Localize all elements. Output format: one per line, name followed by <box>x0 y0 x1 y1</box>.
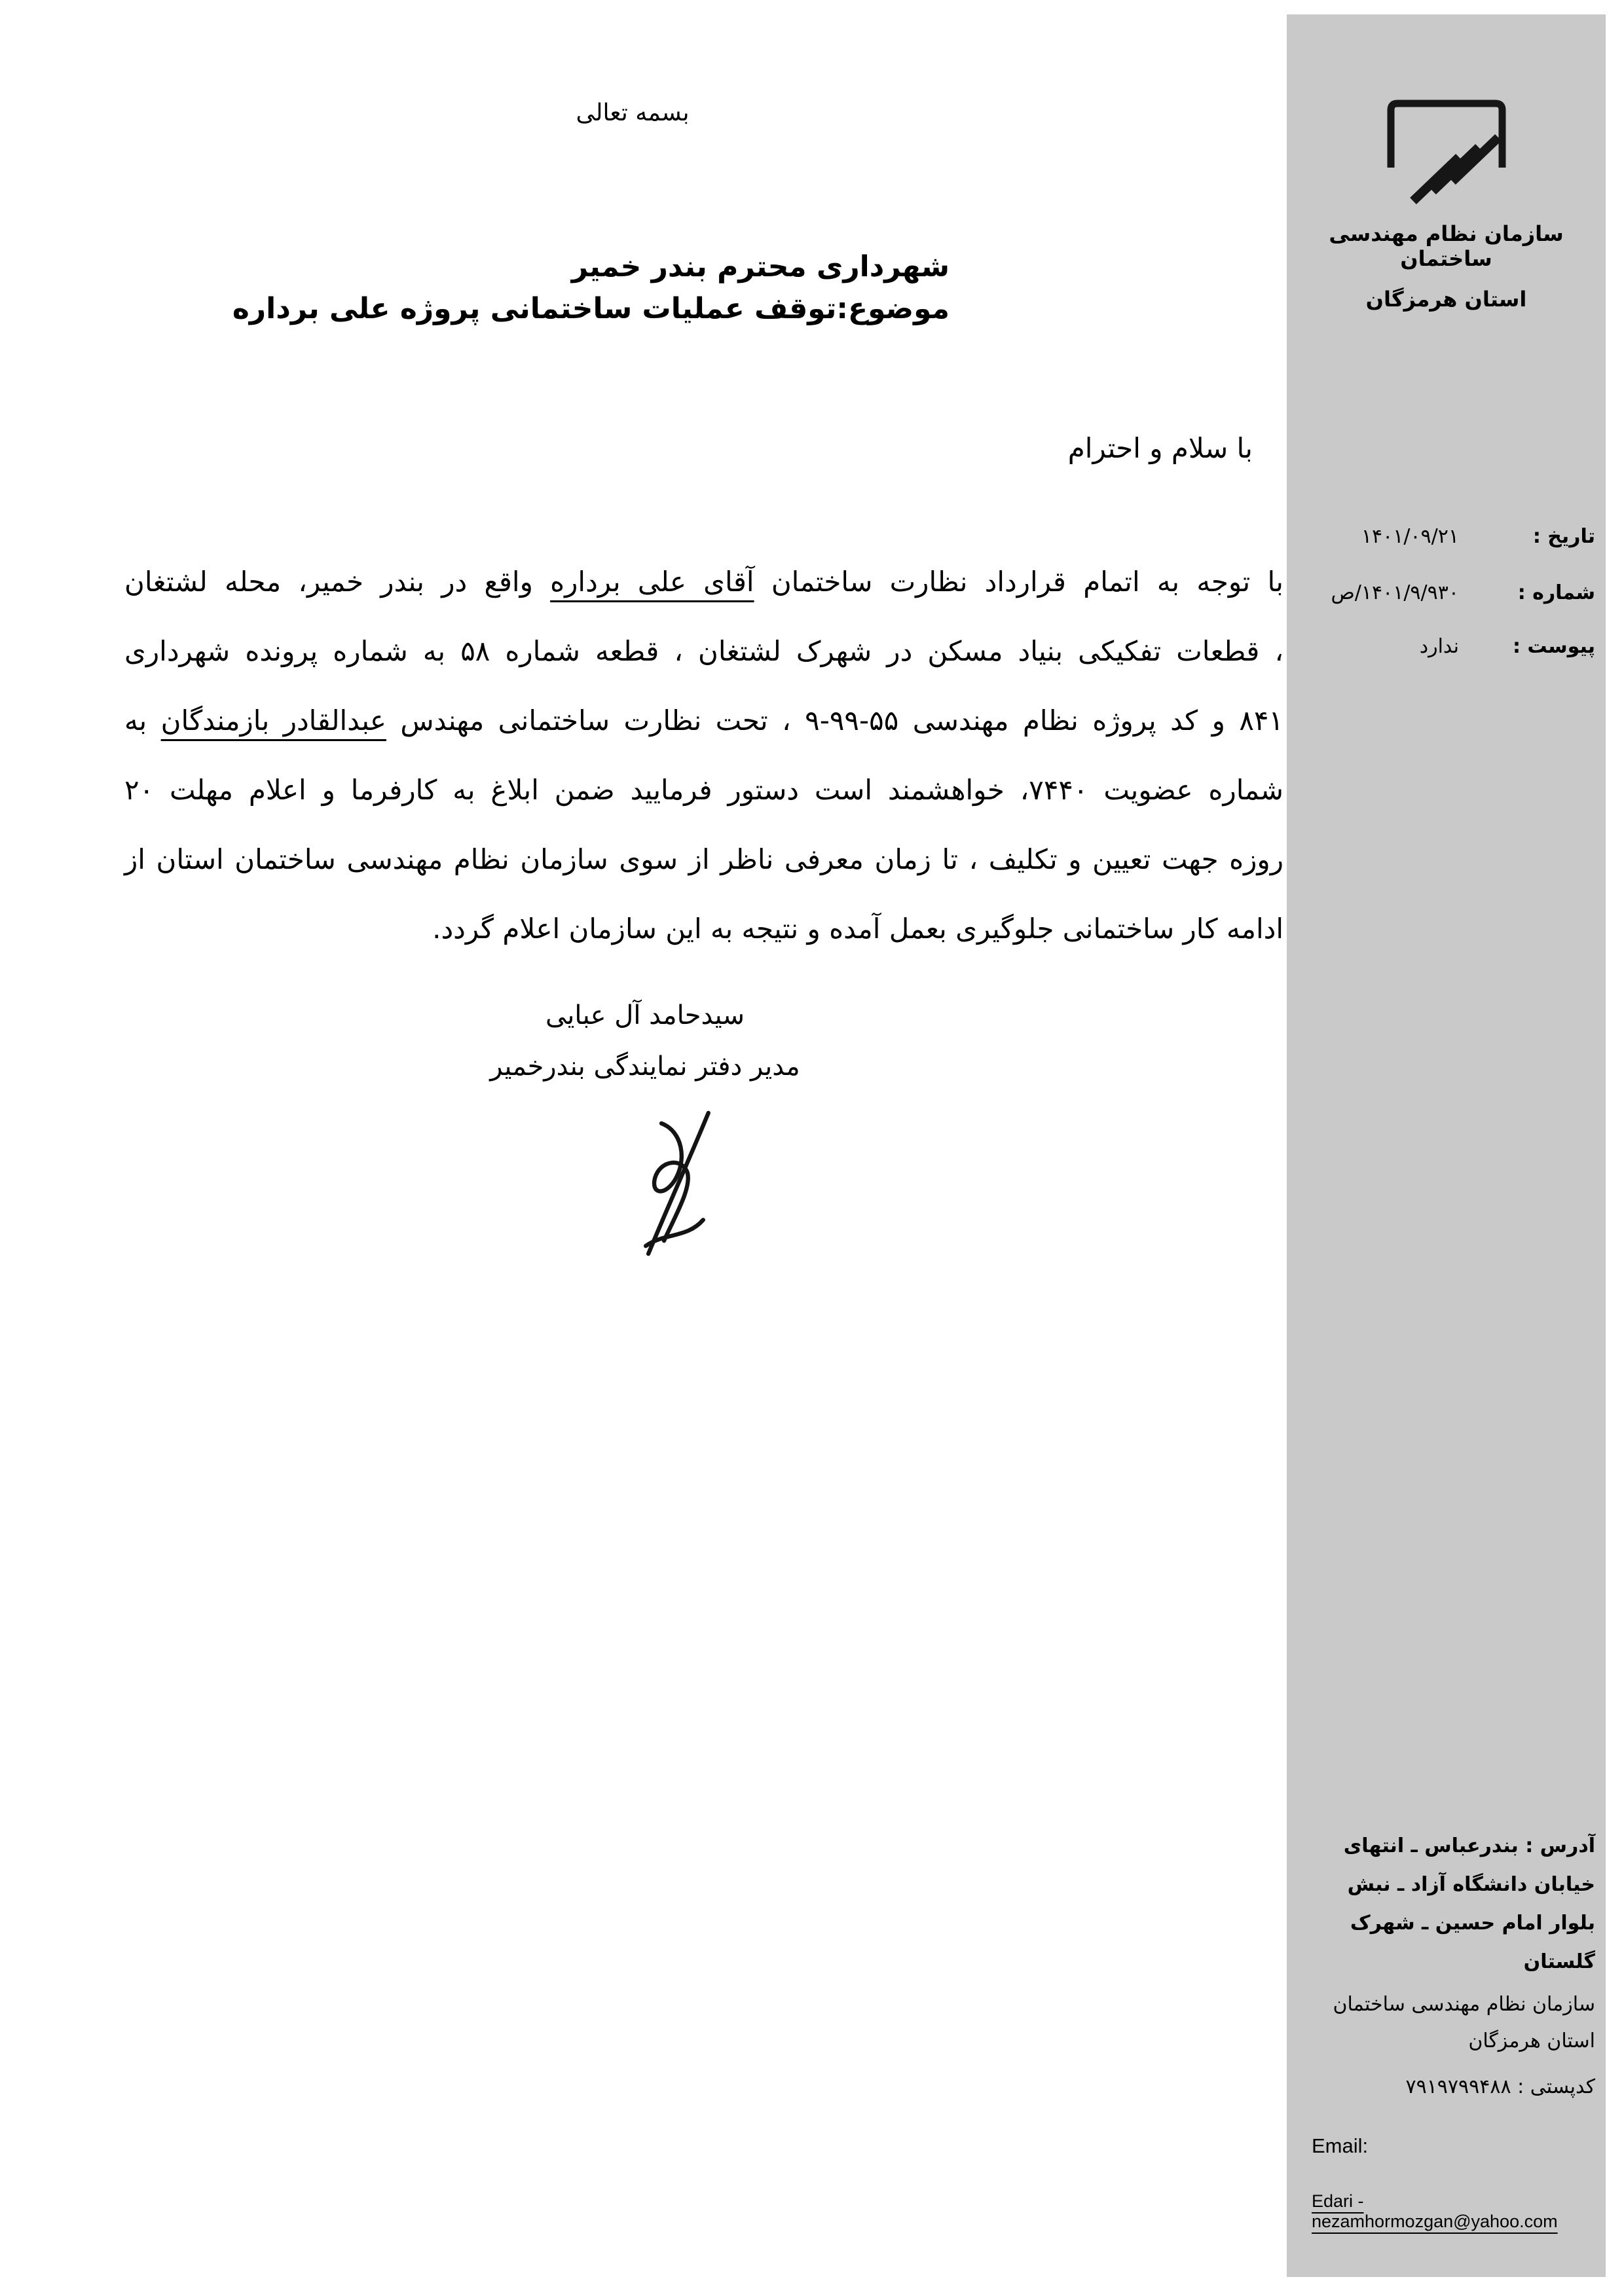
email-label: Email: <box>1312 2134 1369 2157</box>
body-text: روزه جهت تعیین و تکلیف ، تا زمان معرفی ناظر از سوی سازمان نظام مهندسی ساختمان استان از <box>124 843 1283 875</box>
number-label: شماره : <box>1517 581 1595 604</box>
date-label: تاریخ : <box>1532 525 1595 548</box>
body-text: ، قطعات تفکیکی بنیاد مسکن در شهرک لشتغان ، قطعه شماره ۵۸ به شماره پرونده شهرداری <box>124 635 1283 667</box>
recipient-line: شهرداری محترم بندر خمیر <box>571 250 950 283</box>
address-line: خیابان دانشگاه آزاد ـ نبش <box>1347 1873 1595 1896</box>
postal-code: کدپستی : ۷۹۱۹۷۹۹۴۸۸ <box>1405 2075 1595 2098</box>
footer-org-line: سازمان نظام مهندسی ساختمان <box>1333 1993 1595 2016</box>
meta-row-date <box>1287 525 1606 554</box>
attachment-value: ندارد <box>1419 635 1459 658</box>
address-line: آدرس : بندرعباس ـ انتهای <box>1343 1834 1595 1857</box>
footer-org-line: استان هرمزگان <box>1468 2030 1595 2052</box>
underlined-text: عبدالقادر بازمندگان <box>160 704 386 737</box>
organization-logo-icon <box>1386 98 1507 204</box>
meta-row-attachment <box>1287 635 1606 664</box>
org-name-line2: استان هرمزگان <box>1365 287 1527 312</box>
signature-block <box>481 1000 809 1082</box>
body-text: واقع در بندر خمیر، محله لشتغان <box>124 566 551 598</box>
attachment-label: پیوست : <box>1512 635 1595 658</box>
underlined-text: آقای علی برداره <box>550 566 754 598</box>
address-line: گلستان <box>1523 1950 1595 1973</box>
number-value: ۱۴۰۱/۹/۹۳۰/ص <box>1331 581 1459 604</box>
body-text: با توجه به اتمام قرارداد نظارت ساختمان <box>754 566 1283 598</box>
body-line <box>124 547 1283 617</box>
signatory-title: مدیر دفتر نمایندگی بندرخمیر <box>490 1051 800 1082</box>
body-line <box>124 617 1283 686</box>
sidebar-footer <box>1287 1834 1606 2231</box>
subject-line: موضوع:توقف عملیات ساختمانی پروژه علی برداره <box>232 292 950 325</box>
body-line <box>124 686 1283 756</box>
meta-row-number <box>1287 581 1606 610</box>
letter-heading <box>232 246 950 330</box>
salutation-text: با سلام و احترام <box>1067 432 1253 464</box>
letterhead-sidebar <box>1287 14 1606 2277</box>
date-value: ۱۴۰۱/۰۹/۲۱ <box>1361 525 1459 548</box>
body-text: ادامه کار ساختمانی جلوگیری بعمل آمده و نتیجه به این سازمان اعلام گردد. <box>432 913 1283 945</box>
body-text: به <box>124 704 161 737</box>
body-line <box>124 825 1283 894</box>
org-name-line1: سازمان نظام مهندسی ساختمان <box>1329 221 1564 271</box>
body-line <box>124 894 1283 964</box>
body-line <box>124 756 1283 825</box>
letter-body <box>124 547 1283 964</box>
handwritten-signature-icon <box>609 1105 733 1259</box>
email-address: Edari - nezamhormozgan@yahoo.com <box>1312 2191 1558 2231</box>
address-line: بلوار امام حسین ـ شهرک <box>1350 1912 1595 1935</box>
body-text: شماره عضویت ۷۴۴۰، خواهشمند است دستور فرمایید ضمن ابلاغ به کارفرما و اعلام مهلت ۲۰ <box>124 774 1283 806</box>
bismillah-text: بسمه تعالی <box>576 100 690 126</box>
signatory-name: سیدحامد آل عبایی <box>545 1000 745 1030</box>
body-text: ۸۴۱ و کد پروژه نظام مهندسی ۵۵-۹۹-۹ ، تحت نظارت ساختمانی مهندس <box>386 704 1283 737</box>
